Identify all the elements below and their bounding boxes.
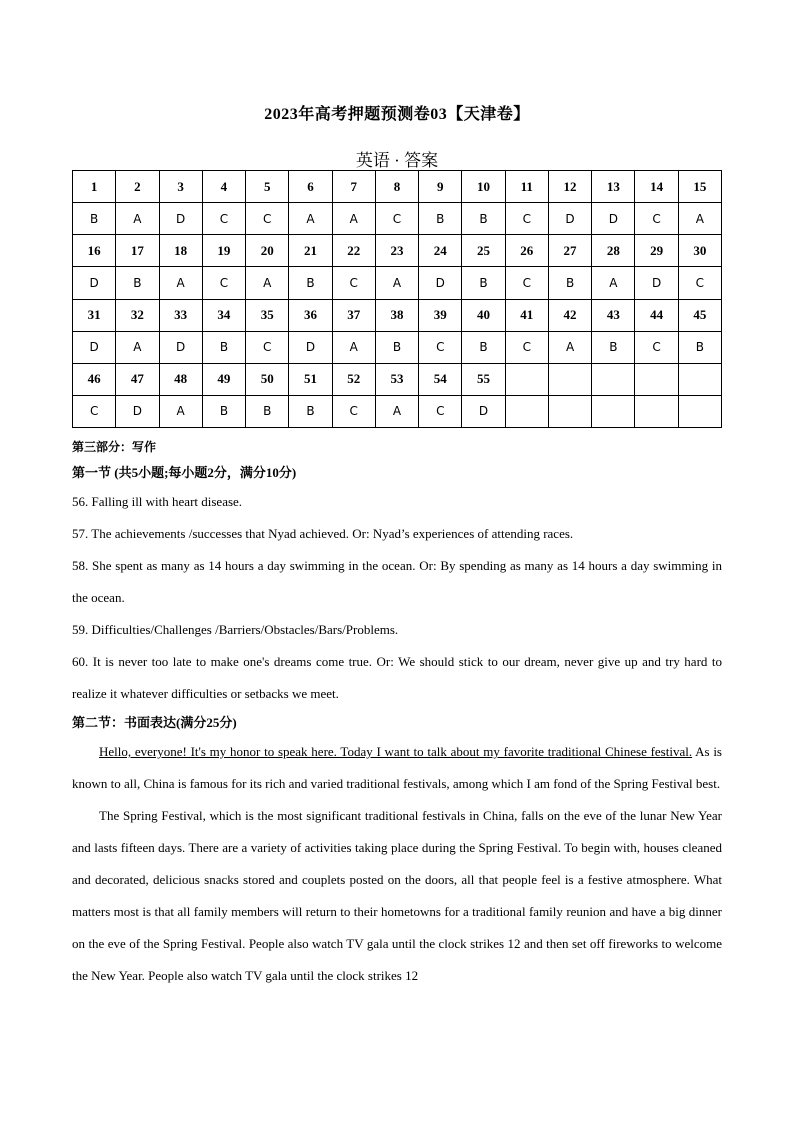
question-number-cell: 48 (159, 363, 202, 395)
answer-56: 56. Falling ill with heart disease. (72, 494, 243, 509)
question-number-cell: 21 (289, 235, 332, 267)
answer-row (73, 331, 722, 363)
answer-cell: C (635, 203, 678, 235)
answer-cell: C (505, 331, 548, 363)
question-number-cell: 38 (375, 299, 418, 331)
answer-cell: B (592, 331, 635, 363)
essay-opening-underlined: Hello, everyone! It's my honor to speak here. Today I want to talk about my favorite traditional Chinese festival. (99, 744, 693, 759)
question-number-cell: 16 (73, 235, 116, 267)
question-number-cell: 50 (246, 363, 289, 395)
answer-cell: D (116, 395, 159, 427)
answer-cell: A (678, 203, 721, 235)
answer-cell (505, 395, 548, 427)
question-number-cell: 39 (419, 299, 462, 331)
answer-cell: A (116, 331, 159, 363)
answer-cell: A (116, 203, 159, 235)
question-number-cell: 34 (202, 299, 245, 331)
question-number-cell: 4 (202, 171, 245, 203)
page-title: 2023年高考押题预测卷03【天津卷】 (264, 106, 530, 123)
question-number-cell (548, 363, 591, 395)
question-number-cell: 1 (73, 171, 116, 203)
question-number-cell: 43 (592, 299, 635, 331)
question-number-cell: 44 (635, 299, 678, 331)
answer-cell: B (289, 395, 332, 427)
answer-58: 58. She spent as many as 14 hours a day swimming in the ocean. Or: By spending as many as 14 hours a day swimming in the ocean. (72, 558, 722, 605)
answer-cell (548, 395, 591, 427)
question-number-cell: 54 (419, 363, 462, 395)
answer-cell: D (462, 395, 505, 427)
answer-60: 60. It is never too late to make one's dreams come true. Or: We should stick to our dream, never give up and try hard to realize it whatever difficulties or setbacks we meet. (72, 654, 722, 701)
question-number-cell: 42 (548, 299, 591, 331)
question-number-cell: 45 (678, 299, 721, 331)
question-number-cell: 52 (332, 363, 375, 395)
essay-paragraph-1 (72, 736, 722, 800)
question-number-cell: 14 (635, 171, 678, 203)
part2-heading: 第二节：书面表达(满分25分) (72, 715, 237, 730)
question-number-cell: 25 (462, 235, 505, 267)
answer-cell: A (592, 267, 635, 299)
answer-cell: B (462, 267, 505, 299)
answer-cell: C (505, 267, 548, 299)
question-number-cell: 36 (289, 299, 332, 331)
question-number-row (73, 299, 722, 331)
answer-cell: A (289, 203, 332, 235)
question-number-cell (592, 363, 635, 395)
answer-cell (635, 395, 678, 427)
answer-row (73, 267, 722, 299)
writing-section (72, 434, 722, 992)
question-number-cell: 26 (505, 235, 548, 267)
answer-cell: A (159, 267, 202, 299)
question-number-cell: 32 (116, 299, 159, 331)
answer-cell: B (462, 331, 505, 363)
answer-cell: C (202, 203, 245, 235)
answer-cell: B (73, 203, 116, 235)
answer-cell: D (548, 203, 591, 235)
question-number-cell: 9 (419, 171, 462, 203)
question-number-cell (635, 363, 678, 395)
answer-cell: A (332, 203, 375, 235)
answer-59: 59. Difficulties/Challenges /Barriers/Obstacles/Bars/Problems. (72, 622, 399, 637)
answer-cell: B (462, 203, 505, 235)
answer-cell: B (289, 267, 332, 299)
question-number-cell (678, 363, 721, 395)
answer-cell: D (592, 203, 635, 235)
question-number-cell: 40 (462, 299, 505, 331)
question-number-cell: 17 (116, 235, 159, 267)
answer-cell (592, 395, 635, 427)
section-heading: 第三部分：写作 (72, 440, 157, 454)
answer-cell: B (375, 331, 418, 363)
answer-cell: C (635, 331, 678, 363)
answer-row (73, 395, 722, 427)
question-number-cell: 11 (505, 171, 548, 203)
answer-cell: C (332, 395, 375, 427)
answer-cell: B (246, 395, 289, 427)
answer-cell: C (202, 267, 245, 299)
answer-cell: A (548, 331, 591, 363)
question-number-cell: 23 (375, 235, 418, 267)
question-number-cell: 51 (289, 363, 332, 395)
question-number-cell: 20 (246, 235, 289, 267)
answer-cell: A (159, 395, 202, 427)
question-number-cell: 27 (548, 235, 591, 267)
answer-cell: D (635, 267, 678, 299)
question-number-cell (505, 363, 548, 395)
answer-cell: C (246, 331, 289, 363)
question-number-cell: 37 (332, 299, 375, 331)
question-number-cell: 19 (202, 235, 245, 267)
answer-cell: C (375, 203, 418, 235)
question-number-cell: 30 (678, 235, 721, 267)
question-number-cell: 7 (332, 171, 375, 203)
question-number-row (73, 171, 722, 203)
answer-row (73, 203, 722, 235)
answer-cell: C (332, 267, 375, 299)
answer-cell: C (73, 395, 116, 427)
question-number-cell: 13 (592, 171, 635, 203)
answer-cell: A (375, 267, 418, 299)
question-number-row (73, 363, 722, 395)
answer-cell: B (678, 331, 721, 363)
answer-cell: B (419, 203, 462, 235)
question-number-cell: 46 (73, 363, 116, 395)
answer-cell: D (73, 267, 116, 299)
answer-cell: B (116, 267, 159, 299)
question-number-cell: 28 (592, 235, 635, 267)
question-number-cell: 12 (548, 171, 591, 203)
answer-cell: B (202, 395, 245, 427)
answer-cell: B (202, 331, 245, 363)
answer-table (72, 170, 722, 428)
essay-paragraph-1-rest: As is known to all, China is famous for its rich and varied traditional festivals, among which I am fond of the Spring Festival best. (72, 744, 722, 791)
question-number-cell: 22 (332, 235, 375, 267)
answer-cell: C (505, 203, 548, 235)
answer-cell: A (332, 331, 375, 363)
answer-cell: A (375, 395, 418, 427)
answer-cell: C (419, 331, 462, 363)
question-number-cell: 8 (375, 171, 418, 203)
answer-cell: B (548, 267, 591, 299)
question-number-cell: 24 (419, 235, 462, 267)
question-number-cell: 53 (375, 363, 418, 395)
part1-heading: 第一节 (共5小题;每小题2分，满分10分) (72, 465, 297, 480)
question-number-cell: 55 (462, 363, 505, 395)
question-number-cell: 41 (505, 299, 548, 331)
question-number-cell: 10 (462, 171, 505, 203)
answer-cell (678, 395, 721, 427)
essay-paragraph-2: The Spring Festival, which is the most significant traditional festivals in China, falls on the eve of the lunar New Year and lasts fifteen days. There are a variety of activities taking place during the Spring Festival. To begin with, houses cleaned and decorated, delicious snacks stored and couplets posted on the doors, all that people feel is a festive atmosphere. What matters most is that all family members will return to their hometowns for a traditional family reunion and have a big dinner on the eve of the Spring Festival. People also watch TV gala until the clock strikes 12 and then set off fireworks to welcome the New Year. People also watch TV gala until the clock strikes 12 (72, 808, 722, 983)
answer-57: 57. The achievements /successes that Nyad achieved. Or: Nyad’s experiences of attending races. (72, 526, 574, 541)
answer-cell: D (159, 203, 202, 235)
question-number-cell: 31 (73, 299, 116, 331)
answer-cell: A (246, 267, 289, 299)
question-number-cell: 47 (116, 363, 159, 395)
question-number-cell: 35 (246, 299, 289, 331)
answer-cell: D (73, 331, 116, 363)
answer-cell: C (419, 395, 462, 427)
question-number-cell: 3 (159, 171, 202, 203)
question-number-cell: 5 (246, 171, 289, 203)
answer-cell: D (419, 267, 462, 299)
question-number-cell: 2 (116, 171, 159, 203)
answer-cell: C (678, 267, 721, 299)
question-number-cell: 18 (159, 235, 202, 267)
question-number-cell: 6 (289, 171, 332, 203)
question-number-cell: 33 (159, 299, 202, 331)
question-number-cell: 15 (678, 171, 721, 203)
page-subtitle: 英语 · 答案 (355, 151, 439, 170)
question-number-row (73, 235, 722, 267)
answer-cell: C (246, 203, 289, 235)
answer-cell: D (159, 331, 202, 363)
question-number-cell: 29 (635, 235, 678, 267)
question-number-cell: 49 (202, 363, 245, 395)
answer-cell: D (289, 331, 332, 363)
